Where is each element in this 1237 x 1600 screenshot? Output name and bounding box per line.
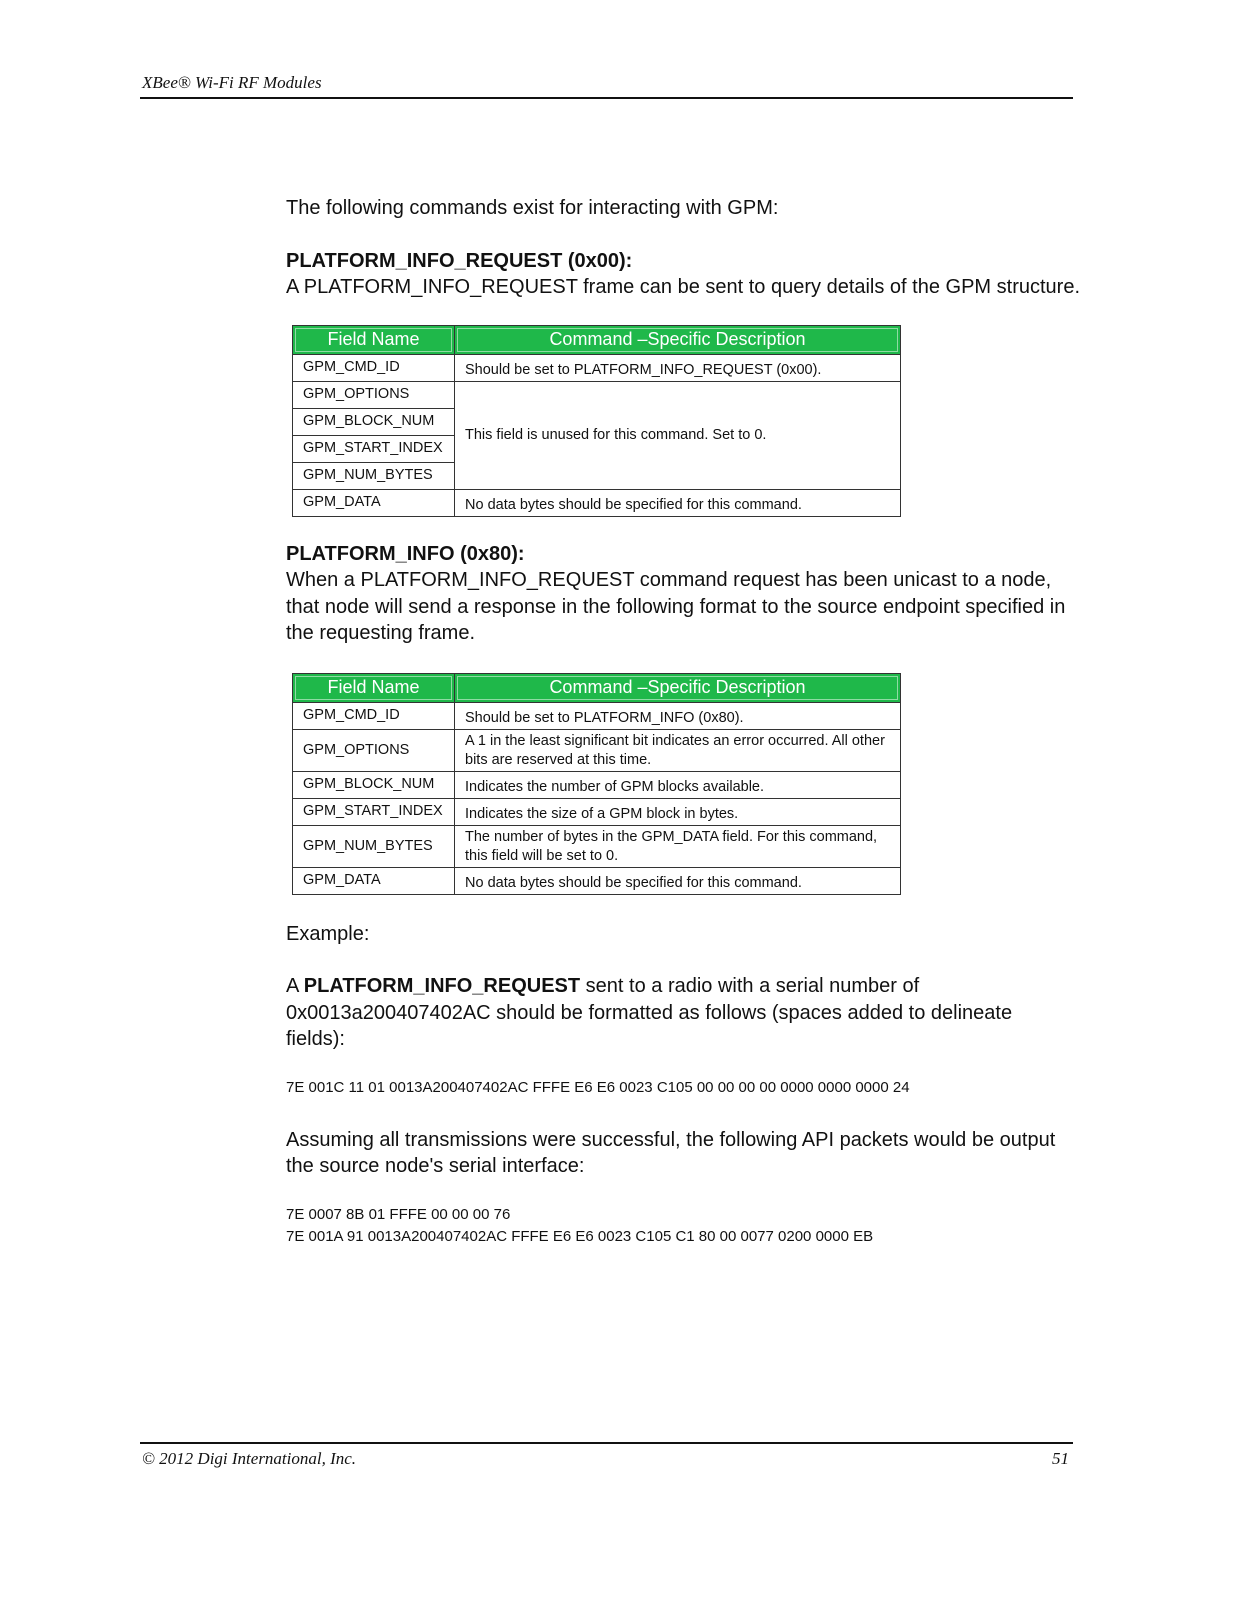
output-packet-2: 7E 001A 91 0013A200407402AC FFFE E6 E6 0023 C105 C1 80 00 0077 0200 0000 EB [286, 1227, 874, 1245]
platform-info-table [292, 673, 901, 895]
table-row [293, 354, 901, 381]
example-frame: 7E 001C 11 01 0013A200407402AC FFFE E6 E6 0023 C105 00 00 00 00 0000 0000 0000 24 [286, 1078, 910, 1096]
field-description: No data bytes should be specified for this command. [455, 867, 901, 894]
field-name: GPM_CMD_ID [293, 354, 455, 381]
platform-info-request-table [292, 325, 901, 517]
field-description: The number of bytes in the GPM_DATA field. For this command, this field will be set to 0. [455, 825, 901, 867]
output-packet-1: 7E 0007 8B 01 FFFE 00 00 00 76 [286, 1205, 511, 1223]
example-text-pre: A [286, 975, 304, 997]
table-header-field-name: Field Name [293, 673, 455, 702]
field-name: GPM_OPTIONS [293, 729, 455, 771]
footer-copyright: © 2012 Digi International, Inc. [142, 1449, 357, 1468]
field-name: GPM_OPTIONS [293, 381, 455, 408]
example-label: Example: [286, 922, 370, 945]
section2-heading: PLATFORM_INFO (0x80): [286, 542, 525, 565]
field-name: GPM_NUM_BYTES [293, 462, 455, 489]
table-header-field-name: Field Name [293, 325, 455, 354]
table-row [293, 702, 901, 729]
table-row [293, 381, 901, 408]
table-header-description: Command –Specific Description [455, 325, 901, 354]
field-name: GPM_NUM_BYTES [293, 825, 455, 867]
example-text-post: sent to a radio with a serial number of 0x0013a200407402AC should be formatted as follows (spaces added to delineate fields): [286, 975, 1013, 1050]
table-header-description: Command –Specific Description [455, 673, 901, 702]
field-name: GPM_DATA [293, 867, 455, 894]
field-name: GPM_BLOCK_NUM [293, 771, 455, 798]
field-name: GPM_DATA [293, 489, 455, 516]
field-description: No data bytes should be specified for this command. [455, 489, 901, 516]
table-row [293, 867, 901, 894]
table-row [293, 771, 901, 798]
example-text [286, 973, 1046, 1053]
table-row [293, 825, 901, 867]
section2-text: When a PLATFORM_INFO_REQUEST command request has been unicast to a node, that node will send a response in the following format to the source endpoint specified in the requesting frame. [286, 569, 1066, 644]
field-name: GPM_CMD_ID [293, 702, 455, 729]
running-header: XBee® Wi-Fi RF Modules [142, 73, 322, 92]
field-description: This field is unused for this command. Set to 0. [455, 381, 901, 489]
field-name: GPM_BLOCK_NUM [293, 408, 455, 435]
page-number: 51 [1052, 1449, 1069, 1468]
intro-text: The following commands exist for interacting with GPM: [286, 197, 779, 219]
field-name: GPM_START_INDEX [293, 798, 455, 825]
footer-rule [140, 1442, 1073, 1444]
section1-heading: PLATFORM_INFO_REQUEST (0x00): [286, 249, 633, 272]
table-row [293, 798, 901, 825]
field-description: Should be set to PLATFORM_INFO_REQUEST (0x00). [455, 354, 901, 381]
section1-text: A PLATFORM_INFO_REQUEST frame can be sent to query details of the GPM structure. [286, 276, 1081, 298]
table-row [293, 729, 901, 771]
field-description: Should be set to PLATFORM_INFO (0x80). [455, 702, 901, 729]
field-description: Indicates the number of GPM blocks available. [455, 771, 901, 798]
table-row [293, 489, 901, 516]
example-text-bold: PLATFORM_INFO_REQUEST [303, 975, 581, 997]
assumption-text: Assuming all transmissions were successful, the following API packets would be output the source node's serial interface: [286, 1128, 1056, 1177]
field-name: GPM_START_INDEX [293, 435, 455, 462]
field-description: A 1 in the least significant bit indicates an error occurred. All other bits are reserved at this time. [455, 729, 901, 771]
field-description: Indicates the size of a GPM block in bytes. [455, 798, 901, 825]
header-rule [140, 97, 1073, 99]
page-content [286, 195, 1086, 1248]
